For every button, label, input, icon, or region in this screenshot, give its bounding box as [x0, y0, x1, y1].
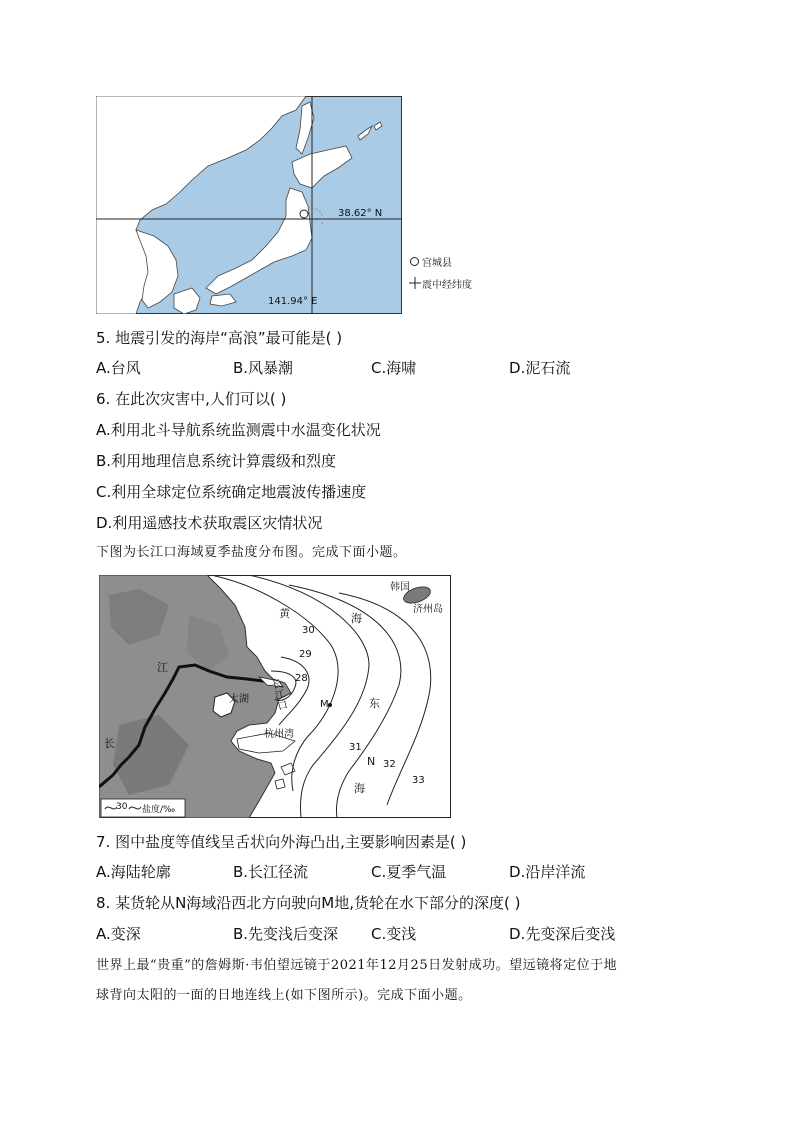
q5-option-a: A.台风	[96, 359, 141, 377]
label-huang: 黄	[279, 607, 290, 620]
q7-option-c: C.夏季气温	[371, 863, 447, 881]
label-jeju: 济州岛	[413, 604, 443, 615]
q6-option-c: C.利用全球定位系统确定地震波传播速度	[96, 483, 367, 501]
japan-map-graphic	[96, 96, 402, 314]
q6-option-b: B.利用地理信息系统计算震级和烈度	[96, 452, 337, 470]
question-6-stem: 6. 在此次灾害中,人们可以( )	[96, 390, 287, 408]
q5-option-d: D.泥石流	[509, 359, 571, 377]
longitude-label: 141.94° E	[268, 296, 318, 307]
q7-option-a: A.海陆轮廓	[96, 863, 171, 881]
isoline-28: 28	[295, 673, 308, 684]
label-taihu: 太湖	[229, 694, 249, 705]
q8-option-c: C.变浅	[371, 925, 417, 943]
q7-option-b: B.长江径流	[233, 863, 309, 881]
label-changjiangkou: 长江口	[270, 678, 290, 713]
label-korea: 韩国	[390, 582, 410, 593]
label-dong: 东	[369, 697, 380, 710]
isoline-30: 30	[302, 625, 315, 636]
legend-epicenter-label: 震中经纬度	[422, 280, 472, 291]
legend-salinity-label: 盐度/‰	[142, 805, 176, 815]
isoline-32: 32	[383, 759, 396, 770]
isoline-31: 31	[349, 742, 362, 753]
legend-value: 30	[116, 802, 128, 812]
legend-city-label: 宫城县	[422, 258, 452, 269]
japan-earthquake-map	[96, 96, 402, 314]
q8-option-b: B.先变浅后变深	[233, 925, 339, 943]
isoline-29: 29	[299, 649, 312, 660]
q8-option-a: A.变深	[96, 925, 141, 943]
q8-option-d: D.先变深后变浅	[509, 925, 616, 943]
question-8-stem: 8. 某货轮从N海域沿西北方向驶向M地,货轮在水下部分的深度( )	[96, 894, 521, 912]
salinity-map	[99, 575, 451, 818]
question-5-stem: 5. 地震引发的海岸“高浪”最可能是( )	[96, 329, 343, 347]
question-7-stem: 7. 图中盐度等值线呈舌状向外海凸出,主要影响因素是( )	[96, 833, 467, 851]
latitude-label: 38.62° N	[338, 208, 383, 219]
q7-option-d: D.沿岸洋流	[509, 863, 586, 881]
circle-marker-icon	[410, 257, 419, 266]
label-chang: 长	[104, 737, 115, 750]
q6-option-a: A.利用北斗导航系统监测震中水温变化状况	[96, 421, 381, 439]
label-point-n: N	[367, 755, 376, 768]
isoline-33: 33	[412, 775, 425, 786]
label-point-m: M	[320, 699, 329, 710]
telescope-intro-line-1: 世界上最“贵重”的詹姆斯·韦伯望远镜于2021年12月25日发射成功。望远镜将定位于地	[96, 958, 618, 973]
label-hai-2: 海	[354, 782, 365, 795]
crosshair-icon	[409, 277, 421, 289]
q5-option-c: C.海啸	[371, 359, 417, 377]
q6-option-d: D.利用遥感技术获取震区灾情状况	[96, 514, 323, 532]
salinity-intro-text: 下图为长江口海域夏季盐度分布图。完成下面小题。	[96, 545, 407, 560]
q5-option-b: B.风暴潮	[233, 359, 294, 377]
label-hai-1: 海	[351, 612, 362, 625]
label-hangzhouwan: 杭州湾	[264, 729, 294, 740]
label-jiang: 江	[157, 661, 168, 674]
telescope-intro-line-2: 球背向太阳的一面的日地连线上(如下图所示)。完成下面小题。	[96, 988, 472, 1003]
